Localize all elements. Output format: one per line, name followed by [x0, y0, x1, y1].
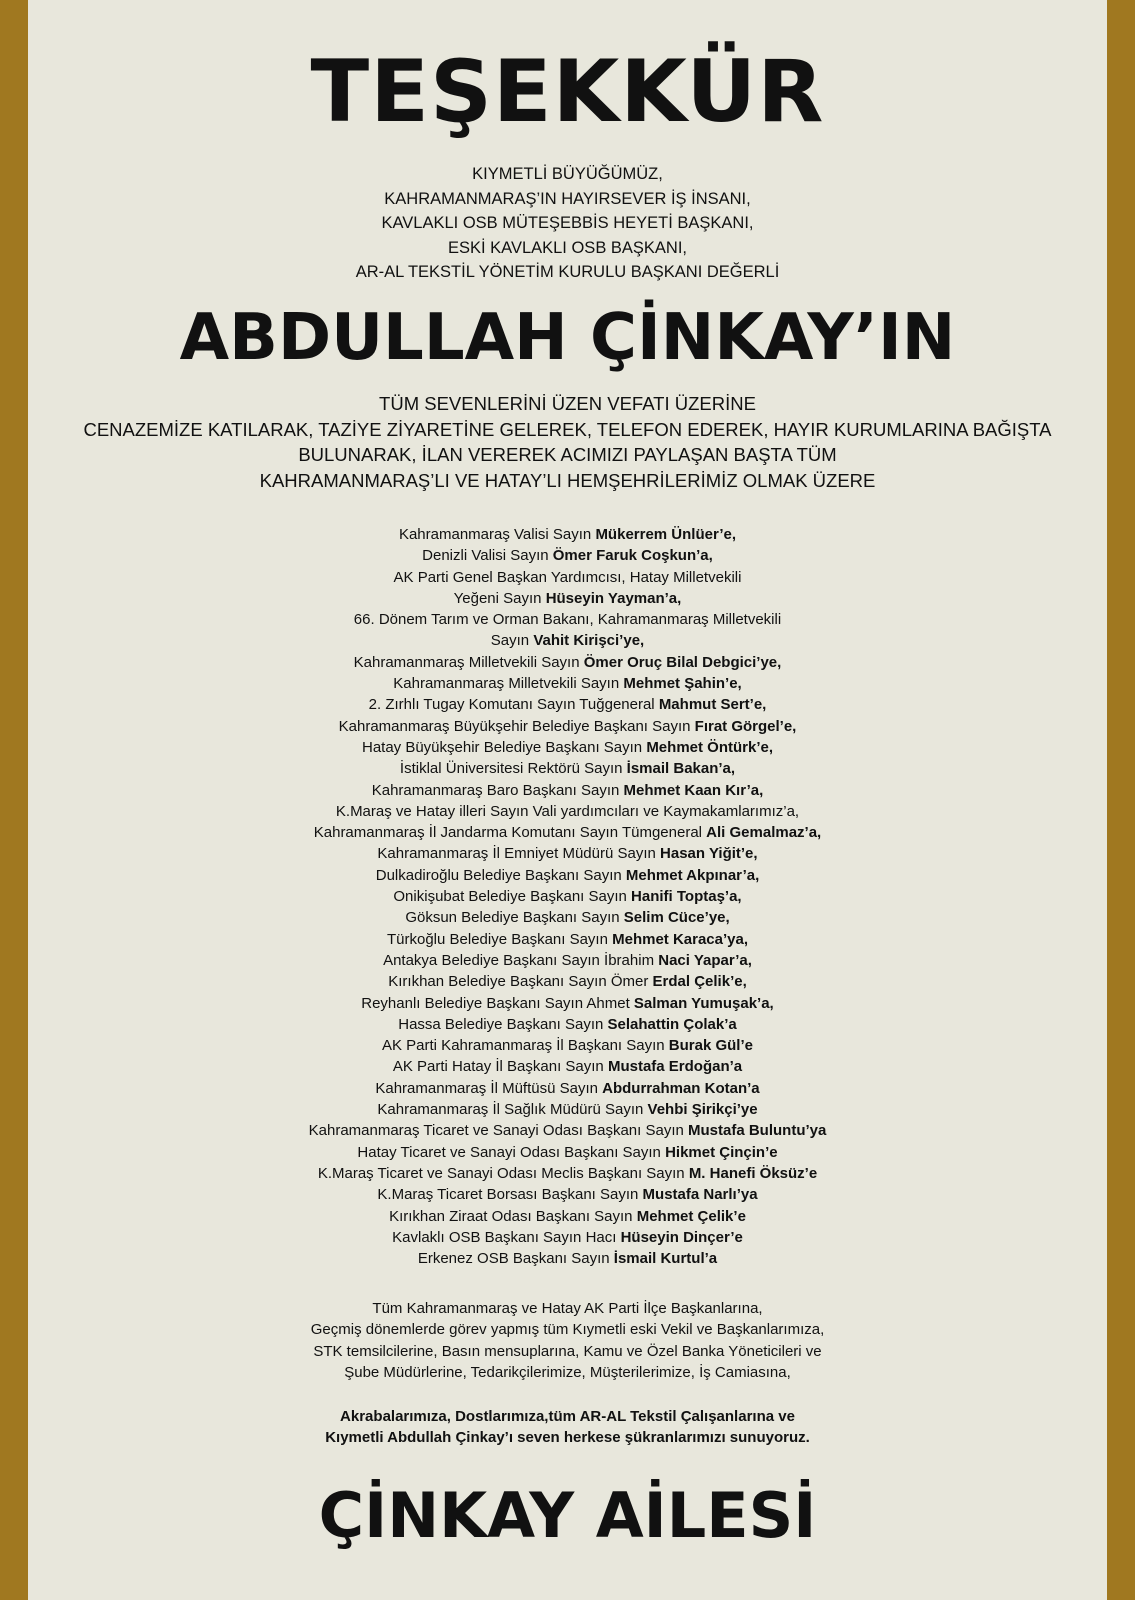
thanks-line-title: Kavlaklı OSB Başkanı Sayın Hacı	[392, 1228, 621, 1246]
description-line: KAHRAMANMARAŞ’LI VE HATAY’LI HEMŞEHRİLERİMİZ OLMAK ÜZERE	[259, 469, 876, 491]
thanks-line	[28, 1142, 1107, 1163]
intro-line: KIYMETLİ BÜYÜĞÜMÜZ,	[472, 165, 663, 183]
thanks-line	[28, 567, 1107, 588]
thanks-line	[28, 929, 1107, 950]
thanks-line	[28, 1184, 1107, 1205]
thanks-line	[28, 737, 1107, 758]
thanks-line	[28, 630, 1107, 651]
thanks-line-title: Kırıkhan Ziraat Odası Başkanı Sayın	[389, 1207, 637, 1225]
thanks-line	[28, 1099, 1107, 1120]
closing-line: STK temsilcilerine, Basın mensuplarına, Kamu ve Özel Banka Yöneticileri ve	[313, 1342, 822, 1360]
thanks-line-name: Ömer Faruk Coşkun’a,	[552, 547, 713, 565]
thanks-line	[28, 1014, 1107, 1035]
thanks-line-title: Denizli Valisi Sayın	[422, 547, 553, 565]
thanks-line-name: Selim Cüce’ye,	[623, 909, 730, 927]
thanks-line-name: Vahit Kirişci’ye,	[533, 632, 645, 650]
thanks-line-name: Mahmut Sert’e,	[658, 696, 767, 714]
thanks-line-name: Hüseyin Yayman’a,	[545, 589, 682, 607]
thanks-line-title: Kahramanmaraş İl Emniyet Müdürü Sayın	[377, 845, 661, 863]
thanks-line-title: Kahramanmaraş Valisi Sayın	[398, 526, 596, 543]
thanks-line-title: Kahramanmaraş Büyükşehir Belediye Başkanı Sayın	[338, 717, 695, 735]
thanks-line-title: Yeğeni Sayın	[453, 589, 546, 607]
thanks-line	[28, 1035, 1107, 1056]
thanks-line-name: Fırat Görgel’e,	[694, 717, 797, 735]
thanks-line-name: Hasan Yiğit’e,	[660, 845, 758, 863]
thanks-line-name: Hanifi Toptaş’a,	[631, 888, 742, 906]
thanks-line-name: Mehmet Kaan Kır’a,	[623, 781, 764, 799]
closing-block	[28, 1298, 1107, 1383]
thanks-line	[28, 1163, 1107, 1184]
thanks-line	[28, 609, 1107, 630]
thanks-line-title: Kahramanmaraş İl Müftüsü Sayın	[375, 1079, 603, 1097]
intro-line: KAHRAMANMARAŞ’IN HAYIRSEVER İŞ İNSANI,	[384, 189, 751, 208]
thanks-line-name: M. Hanefi Öksüz’e	[688, 1164, 818, 1182]
final-line: Akrabalarımıza, Dostlarımıza,tüm AR-AL Tekstil Çalışanlarına ve	[340, 1408, 795, 1425]
thanks-line	[28, 1120, 1107, 1141]
thanks-line-name: Ali Gemalmaz’a,	[706, 824, 822, 842]
thanks-line-name: Hüseyin Dinçer’e	[620, 1228, 743, 1246]
thanks-line-title: İstiklal Üniversitesi Rektörü Sayın	[399, 760, 627, 778]
thanks-line	[28, 1056, 1107, 1077]
thanks-line-name: İsmail Bakan’a,	[626, 760, 736, 778]
thanks-line-title: Hatay Büyükşehir Belediye Başkanı Sayın	[361, 738, 647, 756]
thanks-line-title: AK Parti Genel Başkan Yardımcısı, Hatay Milletvekili	[393, 568, 742, 586]
thanks-line	[28, 865, 1107, 886]
thanks-line-name: Salman Yumuşak’a,	[633, 994, 774, 1012]
thanks-line-title: Türkoğlu Belediye Başkanı Sayın	[386, 930, 613, 948]
thanks-line	[28, 971, 1107, 992]
thanks-line	[28, 652, 1107, 673]
thanks-line	[28, 694, 1107, 715]
thanks-line	[28, 1206, 1107, 1227]
thanks-line-title: K.Maraş ve Hatay illeri Sayın Vali yardımcıları ve Kaymakamlarımız’a,	[335, 802, 800, 820]
thanks-line-title: Erkenez OSB Başkanı Sayın	[417, 1250, 614, 1268]
closing-line: Şube Müdürlerine, Tedarikçilerimize, Müşterilerimize, İş Camiasına,	[344, 1363, 791, 1381]
thanks-line-title: Kahramanmaraş Milletvekili Sayın	[353, 653, 584, 671]
thanks-line	[28, 758, 1107, 779]
thanks-line-title: Onikişubat Belediye Başkanı Sayın	[393, 888, 632, 906]
thanks-line	[28, 545, 1107, 566]
thanks-line-name: Mükerrem Ünlüer’e,	[595, 526, 737, 543]
thanks-line-name: Hikmet Çinçin’e	[665, 1143, 778, 1161]
thanks-line-name: Selahattin Çolak’a	[607, 1015, 737, 1033]
thanks-line	[28, 1227, 1107, 1248]
intro-block	[28, 162, 1107, 285]
deceased-name: ABDULLAH ÇİNKAY’IN	[179, 301, 956, 375]
thanks-line-title: K.Maraş Ticaret ve Sanayi Odası Meclis Başkanı Sayın	[317, 1164, 689, 1182]
thanks-line-title: Kahramanmaraş Baro Başkanı Sayın	[371, 781, 624, 799]
thanks-line-name: Mehmet Karaca’ya,	[612, 930, 749, 948]
thanks-line	[28, 950, 1107, 971]
thanks-line-title: Kahramanmaraş İl Sağlık Müdürü Sayın	[377, 1101, 648, 1119]
thanks-line-title: Kırıkhan Belediye Başkanı Sayın Ömer	[388, 973, 653, 991]
thanks-line	[28, 843, 1107, 864]
thanks-line-name: Mehmet Çelik’e	[636, 1207, 746, 1225]
closing-line: Geçmiş dönemlerde görev yapmış tüm Kıymetli eski Vekil ve Başkanlarımıza,	[310, 1321, 825, 1339]
thanks-line-title: Hassa Belediye Başkanı Sayın	[398, 1015, 608, 1033]
thanks-line	[28, 801, 1107, 822]
thanks-line-title: Kahramanmaraş Milletvekili Sayın	[393, 675, 624, 693]
thanks-line	[28, 822, 1107, 843]
thanks-line-title: 66. Dönem Tarım ve Orman Bakanı, Kahramanmaraş Milletvekili	[353, 611, 782, 629]
thanks-line-title: Kahramanmaraş İl Jandarma Komutanı Sayın Tümgeneral	[313, 824, 707, 842]
thanks-line-name: Mehmet Akpınar’a,	[625, 866, 760, 884]
final-line: Kıymetli Abdullah Çinkay’ı seven herkese şükranlarımızı sunuyoruz.	[325, 1429, 810, 1447]
thanks-line	[28, 524, 1107, 545]
thanks-line	[28, 673, 1107, 694]
thanks-line-name: Erdal Çelik’e,	[652, 973, 747, 991]
thanks-line-name: Mustafa Erdoğan’a	[607, 1058, 743, 1076]
final-thanks-block	[28, 1406, 1107, 1449]
notice-page	[28, 0, 1107, 1600]
thanks-line	[28, 907, 1107, 928]
thanks-line-title: Hatay Ticaret ve Sanayi Odası Başkanı Sayın	[357, 1143, 666, 1161]
thanks-line	[28, 993, 1107, 1014]
thanks-line-title: Göksun Belediye Başkanı Sayın	[405, 909, 624, 927]
thanks-line-name: Vehbi Şirikçi’ye	[647, 1101, 758, 1119]
thanks-line-title: Sayın	[490, 632, 534, 650]
thanks-line-title: Kahramanmaraş Ticaret ve Sanayi Odası Başkanı Sayın	[308, 1122, 688, 1140]
description-line: CENAZEMİZE KATILARAK, TAZİYE ZİYARETİNE GELEREK, TELEFON EDEREK, HAYIR KURUMLARINA BAĞIŞTA	[83, 418, 1052, 440]
description-line: BULUNARAK, İLAN VEREREK ACIMIZI PAYLAŞAN BAŞTA TÜM	[298, 444, 837, 465]
thanks-line-name: Mustafa Buluntu’ya	[688, 1122, 827, 1140]
intro-line: KAVLAKLI OSB MÜTEŞEBBİS HEYETİ BAŞKANI,	[381, 214, 754, 232]
thanks-line-name: Ömer Oruç Bilal Debgici’ye,	[583, 653, 782, 671]
thanks-line-title: Dulkadiroğlu Belediye Başkanı Sayın	[375, 866, 626, 884]
thanks-line-title: 2. Zırhlı Tugay Komutanı Sayın Tuğgeneral	[368, 696, 659, 714]
intro-line: ESKİ KAVLAKLI OSB BAŞKANI,	[447, 238, 688, 257]
thanks-line	[28, 1248, 1107, 1269]
description-line: TÜM SEVENLERİNİ ÜZEN VEFATI ÜZERİNE	[379, 393, 756, 414]
thanks-line	[28, 588, 1107, 609]
thanks-line-name: Mehmet Şahin’e,	[623, 675, 742, 693]
thanks-line	[28, 716, 1107, 737]
thanks-line-title: AK Parti Kahramanmaraş İl Başkanı Sayın	[382, 1037, 669, 1055]
family-signature: ÇİNKAY AİLESİ	[318, 1479, 817, 1552]
thanks-line-name: Naci Yapar’a,	[658, 951, 752, 969]
thanks-line-title: Reyhanlı Belediye Başkanı Sayın Ahmet	[361, 994, 634, 1012]
thanks-line-name: Burak Gül’e	[668, 1037, 753, 1055]
thanks-line-title: K.Maraş Ticaret Borsası Başkanı Sayın	[377, 1186, 643, 1204]
thanks-line	[28, 1078, 1107, 1099]
description-block	[28, 391, 1107, 493]
thanks-line	[28, 886, 1107, 907]
thanks-line-name: İsmail Kurtul’a	[613, 1250, 718, 1268]
notice-title: TEŞEKKÜR	[310, 42, 825, 142]
thanks-line-name: Mehmet Öntürk’e,	[646, 738, 773, 756]
thanks-line-title: Antakya Belediye Başkanı Sayın İbrahim	[383, 951, 659, 969]
thanks-line-name: Mustafa Narlı’ya	[642, 1186, 758, 1204]
closing-line: Tüm Kahramanmaraş ve Hatay AK Parti İlçe Başkanlarına,	[372, 1300, 763, 1317]
thanks-list	[28, 524, 1107, 1269]
thanks-line	[28, 780, 1107, 801]
thanks-line-name: Abdurrahman Kotan’a	[602, 1079, 760, 1097]
thanks-line-title: AK Parti Hatay İl Başkanı Sayın	[392, 1058, 608, 1076]
intro-line: AR-AL TEKSTİL YÖNETİM KURULU BAŞKANI DEĞERLİ	[355, 263, 780, 281]
